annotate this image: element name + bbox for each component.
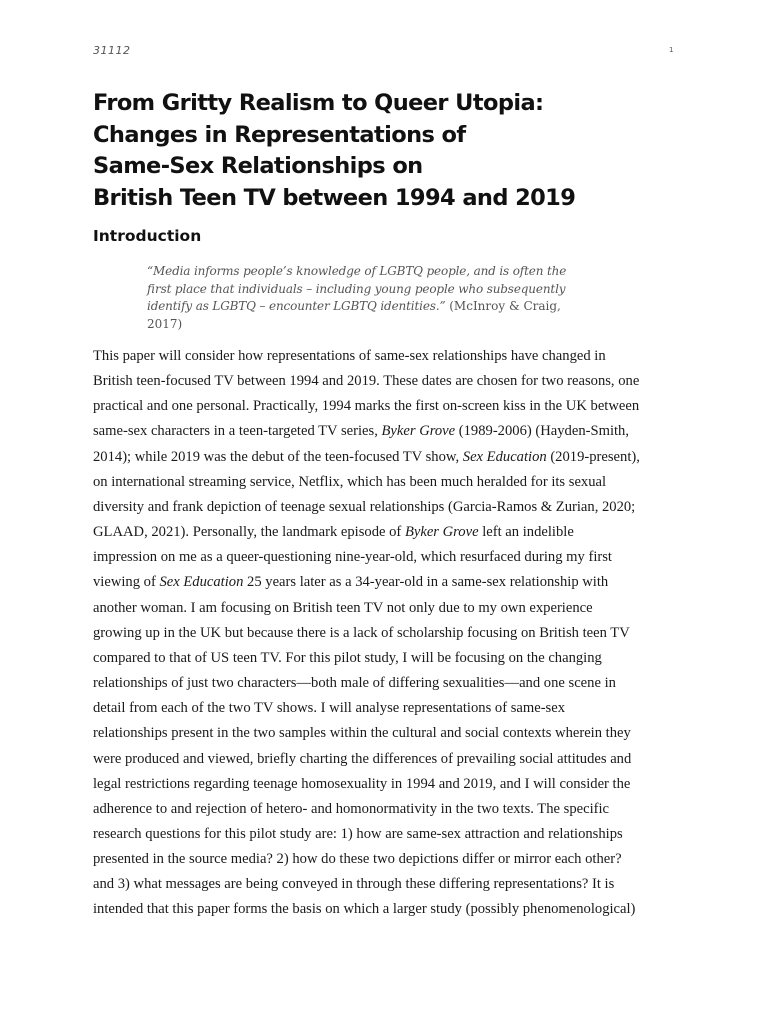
body-line xyxy=(93,520,683,545)
epigraph-citation: (McInroy & Craig, xyxy=(445,299,561,313)
title-line: Same-Sex Relationships on xyxy=(93,153,423,179)
body-line xyxy=(93,445,683,470)
body-line: presented in the source media? 2) how do these two depictions differ or mirror each other? xyxy=(93,851,622,868)
show-title-byker-grove: Byker Grove xyxy=(404,524,479,541)
body-line: and 3) what messages are being conveyed in through these differing representations? It is xyxy=(93,876,615,893)
body-line: detail from each of the two TV shows. I will analyse representations of same-sex xyxy=(93,700,566,717)
body-text-run: (1989-2006) (Hayden-Smith, xyxy=(455,423,630,440)
body-paragraph xyxy=(93,344,683,923)
show-title-sex-education: Sex Education xyxy=(462,448,547,465)
body-text-run: GLAAD, 2021). Personally, the landmark episode of xyxy=(93,524,405,541)
document-id: 31112 xyxy=(93,44,131,57)
body-text-run: same-sex characters in a teen-targeted TV series, xyxy=(93,423,382,440)
body-line: diversity and frank depiction of teenage sexual relationships (Garcia-Ramos & Zurian, 2020; xyxy=(93,498,636,515)
body-text-run: 25 years later as a 34-year-old in a same-sex relationship with xyxy=(243,574,609,591)
title-line: Changes in Representations of xyxy=(93,121,466,148)
body-line: legal restrictions regarding teenage homosexuality in 1994 and 2019, and I will consider the xyxy=(93,775,631,792)
show-title-sex-education: Sex Education xyxy=(159,574,244,591)
epigraph-line: “Media informs people’s knowledge of LGBTQ people, and is often the xyxy=(147,264,567,278)
body-line: This paper will consider how representations of same-sex relationships have changed in xyxy=(93,348,606,364)
page-number: 1 xyxy=(669,46,674,54)
body-line: impression on me as a queer-questioning nine-year-old, which resurfaced during my first xyxy=(93,549,612,566)
body-line xyxy=(93,570,683,595)
epigraph-line: first place that individuals – including young people who subsequently xyxy=(147,281,566,296)
epigraph-quote-text: identify as LGBTQ – encounter LGBTQ identities.” xyxy=(147,299,446,313)
body-line: adherence to and rejection of hetero- and homonormativity in the two texts. The specific xyxy=(93,800,610,817)
body-text-run: (2019-present), xyxy=(546,448,640,465)
body-text-run: 2014); while 2019 was the debut of the teen-focused TV show, xyxy=(93,448,463,465)
body-line: were produced and viewed, briefly charting the differences of prevailing social attitudes and xyxy=(93,750,632,767)
epigraph-line xyxy=(147,298,597,316)
body-text-run: left an indelible xyxy=(478,524,574,541)
show-title-byker-grove: Byker Grove xyxy=(381,423,456,440)
body-line: compared to that of US teen TV. For this pilot study, I will be focusing on the changing xyxy=(93,649,602,666)
body-line: relationships of just two characters—both male of differing sexualities—and one scene in xyxy=(93,675,616,692)
paper-title xyxy=(93,88,693,214)
epigraph-line: 2017) xyxy=(147,316,183,331)
epigraph-quote xyxy=(147,263,597,333)
body-line: relationships present in the two samples within the cultural and social contexts wherein they xyxy=(93,725,631,742)
body-line: research questions for this pilot study are: 1) how are same-sex attraction and relationships xyxy=(93,825,623,842)
title-line: From Gritty Realism to Queer Utopia: xyxy=(93,90,544,116)
body-line: British teen-focused TV between 1994 and 2019. These dates are chosen for two reasons, one xyxy=(93,373,640,390)
body-line: practical and one personal. Practically, 1994 marks the first on-screen kiss in the UK between xyxy=(93,398,640,415)
title-line: British Teen TV between 1994 and 2019 xyxy=(93,184,576,211)
body-line: growing up in the UK but because there is a lack of scholarship focusing on British teen TV xyxy=(93,624,630,641)
body-text-run: viewing of xyxy=(93,574,160,591)
body-line: intended that this paper forms the basis on which a larger study (possibly phenomenological) xyxy=(93,901,636,918)
body-line: on international streaming service, Netflix, which has been much heralded for its sexual xyxy=(93,473,607,490)
body-line xyxy=(93,419,683,444)
body-line: another woman. I am focusing on British teen TV not only due to my own experience xyxy=(93,599,593,616)
section-heading: Introduction xyxy=(93,227,202,245)
